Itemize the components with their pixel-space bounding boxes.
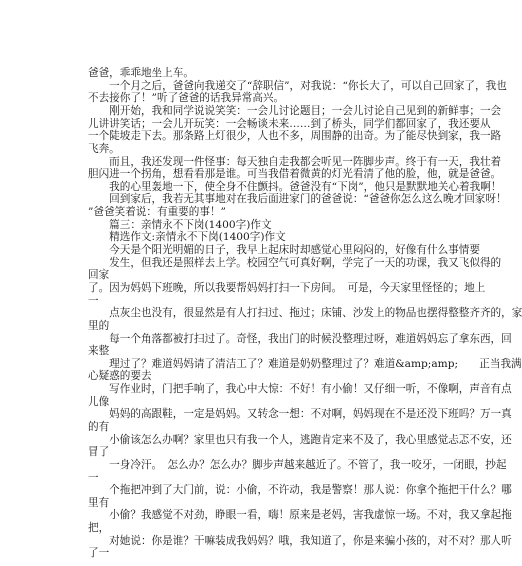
text-line: 篇三：亲情永不下岗(1400字)作文 [88,218,272,231]
text-line: 里的 [88,319,110,332]
text-line: 一个月之后，爸爸向我递交了“辞职信”，对我说：“你长大了，可以自己回家了，我也 [88,79,507,92]
text-line: 小偷该怎么办啊？家里也只有我一个人，逃跑肯定来不及了，我心里感觉忐忑不安，还 [88,433,512,446]
text-line: 每一个角落都被打扫过了。奇怪，我出门的时候没整理过呀，难道妈妈忘了拿东西，回 [88,332,512,345]
text-line: 点灰尘也没有，很显然是有人打扫过、拖过；床铺、沙发上的物品也摆得整整齐齐的，家 [88,307,522,320]
text-line: 冒了 [88,446,110,459]
text-line: 个拖把冲到了大门前，说：小偷，不许动，我是警察！那人说：你拿个拖把干什么？哪 [88,484,512,497]
text-line: 儿像 [88,395,110,408]
text-line: 一 [88,471,99,484]
text-line: 小偷？我感觉不对劲，睁眼一看，嗨！原来是老妈，害我虚惊一场。不对，我又拿起拖 [88,509,512,522]
text-line: 精选作文:亲情永不下岗(1400字)作文 [88,231,286,244]
text-line: 来整 [88,345,110,358]
text-line: 胆闪进一个拐角，想看看那是谁。可当我借着微黄的灯光看清了他的脸，他，就是爸爸。 [88,168,502,181]
text-line: 了。因为妈妈下班晚，所以我要帮妈妈打扫一下房间。 可是，今天家里怪怪的；地上 [88,281,486,294]
text-line: ”爸爸笑着说：有重要的事！” [88,206,226,219]
text-line: 儿讲讲笑话；一会儿开玩笑：一会畅谈未来……到了桥头，同学们都回家了，我还要从 [88,117,491,130]
text-line: 了一 [88,547,110,560]
text-line: 爸爸，乖乖地坐上车。 [88,67,194,79]
text-line: 的有 [88,420,110,433]
text-line: 心疑惑的要去 [88,370,152,383]
text-line: 对她说：你是谁？干嘛装成我妈妈？哦，我知道了，你是来骗小孩的，对不对？那人听 [88,534,512,547]
text-line: 不去接你了！”听了爸爸的话我异常高兴。 [88,92,285,105]
text-line: 一 [88,294,99,307]
text-line: 一身冷汗。 怎么办？怎么办？脚步声越来越近了。不管了，我一咬牙，一闭眼，抄起 [88,458,507,471]
text-line: 回到家后，我若无其事地对在我后面进家门的爸爸说：“爸爸你怎么这么晚才回家呀！ [88,193,507,206]
text-line: 飞奔。 [88,142,120,155]
text-line: 里有 [88,496,110,509]
text-line: 把， [88,522,110,535]
text-line: 我的心里轰地一下，使全身不住颤抖。爸爸没有“下岗”，他只是默默地关心着我啊！ [88,180,502,193]
text-line: 刚开始，我和同学说说笑笑：一会儿讨论题目；一会儿讨论自己见到的新鲜事；一会 [88,104,502,117]
text-line: 理过了？难道妈妈请了清洁工了？难道是奶奶整理过了？难道&amp;amp; 正当我满 [88,357,522,370]
text-line: 发生，但我还是照样去上学。校园空气可真好啊，学完了一天的功课，我又飞似得的 [88,256,502,269]
text-line: 妈妈的高跟鞋，一定是妈妈。又转念一想：不对啊，妈妈现在不是还没下班吗？万一真 [88,408,512,421]
text-line: 回家 [88,269,110,282]
text-line: 一个陡坡走下去。那条路上灯很少，人也不多，周围静的出奇。为了能尽快到家，我一路 [88,130,502,143]
text-line: 今天是个阳光明媚的日子，我早上起床时却感觉心里闷闷的，好像有什么事情要 [88,244,480,256]
text-line: 而且，我还发现一件怪事：每天独自走我都会听见一阵脚步声。终于有一天，我壮着 [88,155,502,168]
text-line: 写作业时，门把手响了，我心中大惊：不好！有小偷！又仔细一听，不像啊，声音有点 [88,383,512,395]
